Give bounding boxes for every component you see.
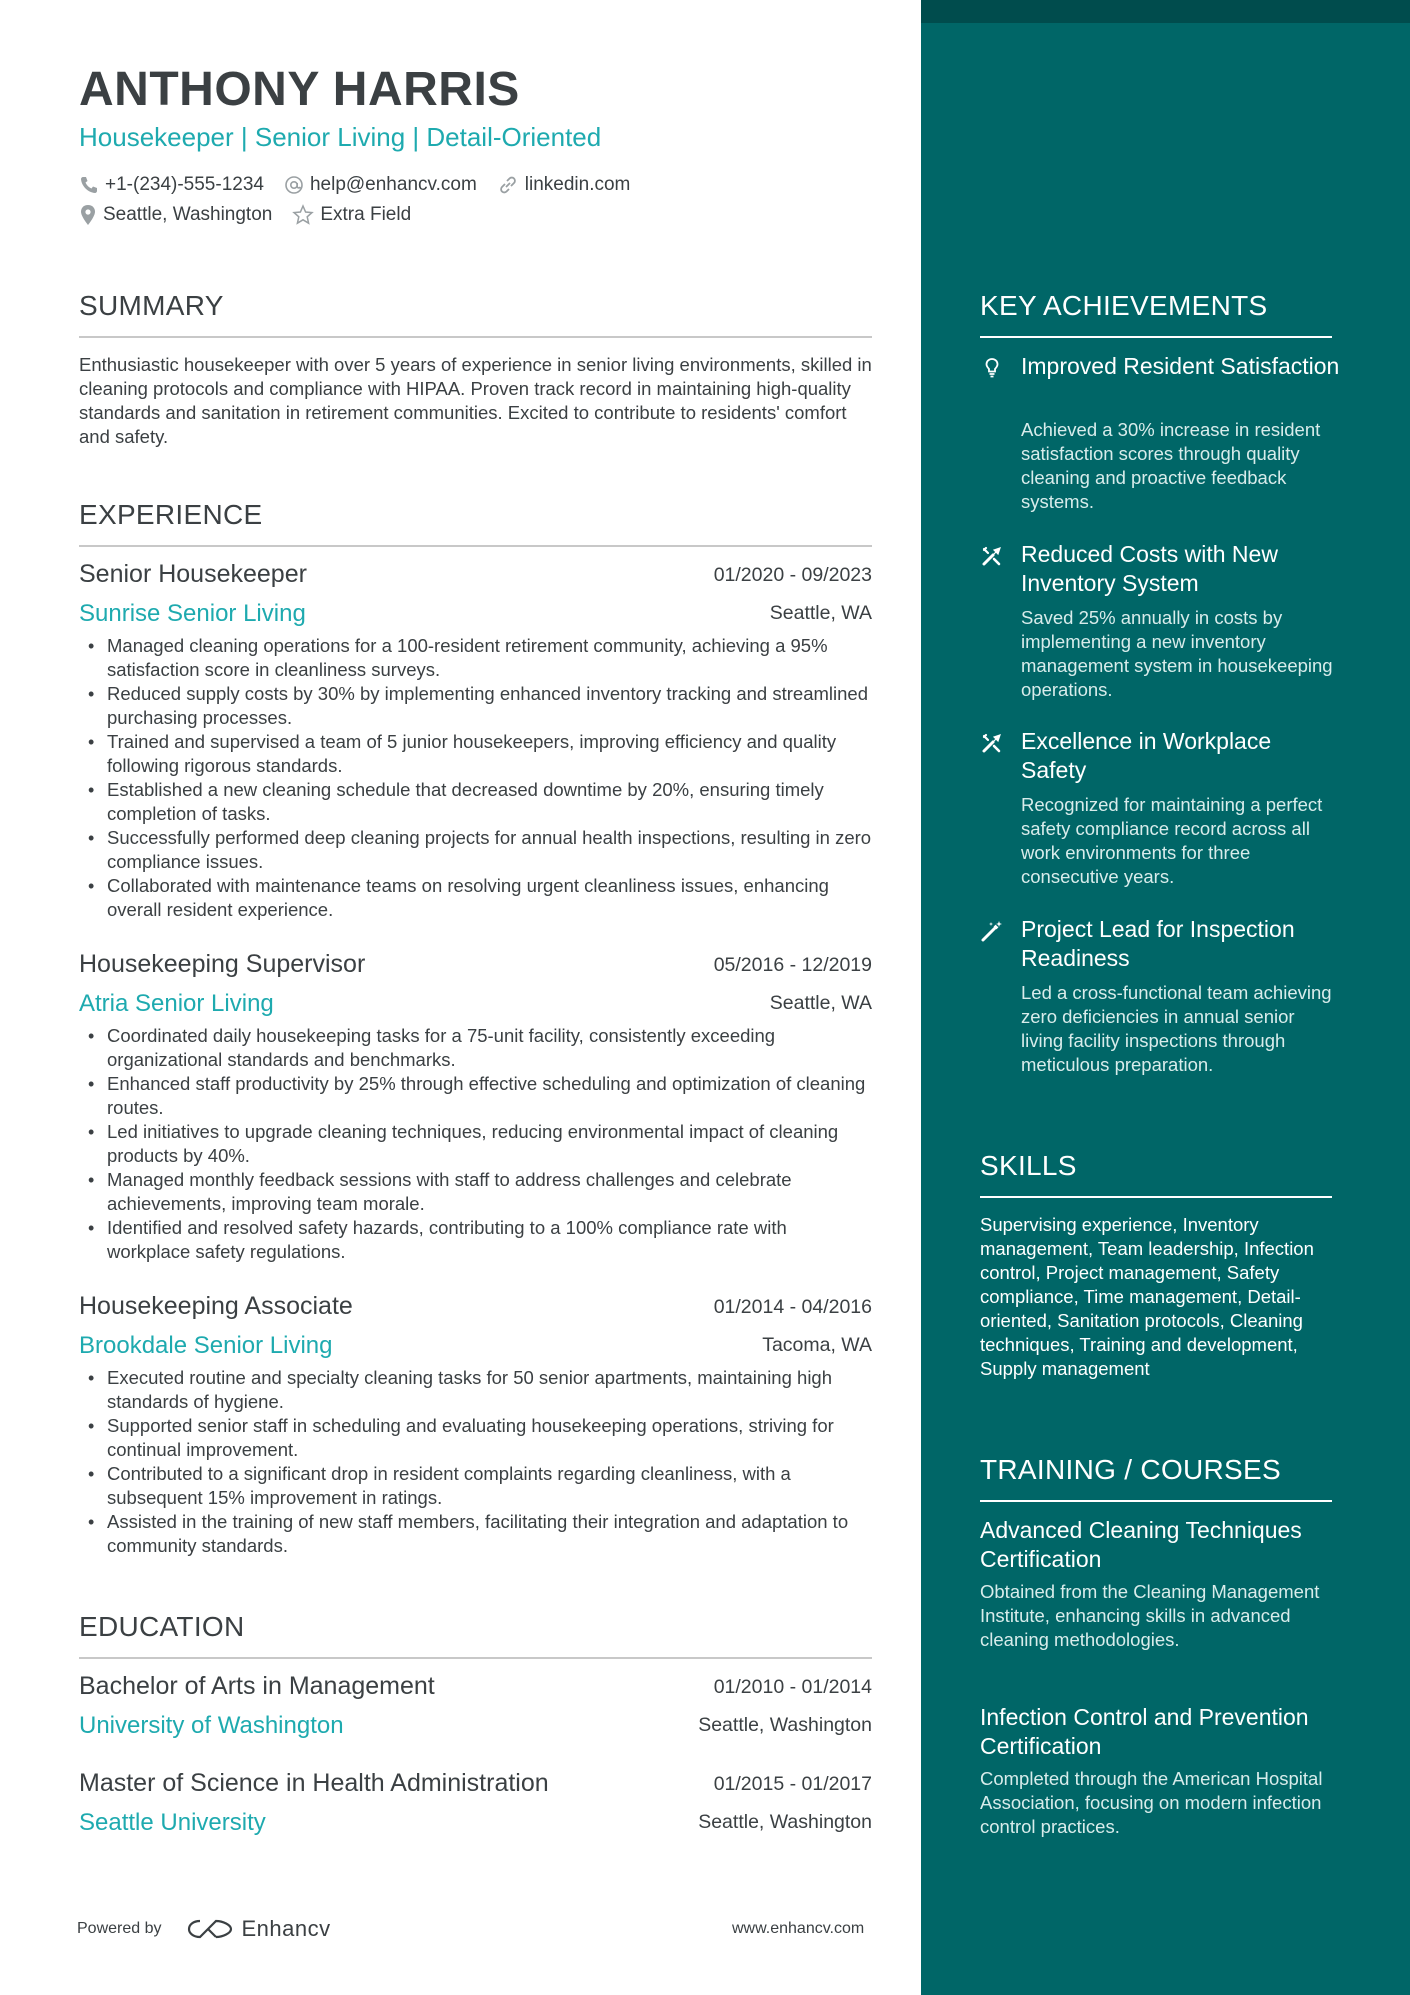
contact-row-2 [79,204,431,226]
star-icon [292,204,314,226]
education-dates: 01/2015 - 01/2017 [713,1773,872,1795]
job-bullet: • Managed cleaning operations for a 100-resident retirement community, achieving a 95% satisfaction score in cleanliness surveys. [79,634,872,682]
education-degree: Master of Science in Health Administration [79,1769,549,1797]
job-bullet: • Identified and resolved safety hazards, contributing to a 100% compliance rate with workplace safety regulations. [79,1216,872,1264]
achievement-item [980,540,1340,710]
footer-branding [77,1916,331,1942]
achievement-description: Led a cross-functional team achieving zero deficiencies in annual senior living facility inspections through meticulous preparation. [1021,982,1332,1075]
job-location: Seattle, WA [769,602,872,624]
job-bullet: • Contributed to a significant drop in resident complaints regarding cleanliness, with a subsequent 15% improvement in ratings. [79,1462,872,1510]
powered-by-label: Powered by [77,1920,162,1937]
course-description: Completed through the American Hospital Association, focusing on modern infection control practices. [980,1768,1323,1837]
job-location: Tacoma, WA [762,1334,872,1356]
job-entry [79,950,872,1270]
experience-heading: EXPERIENCE [79,499,263,530]
job-bullet: • Established a new cleaning schedule that decreased downtime by 20%, ensuring timely completion of tasks. [79,778,872,826]
job-dates: 05/2016 - 12/2019 [713,954,872,976]
course-description: Obtained from the Cleaning Management Institute, enhancing skills in advanced cleaning methodologies. [980,1581,1320,1650]
achievement-description: Achieved a 30% increase in resident satisfaction scores through quality cleaning and proactive feedback systems. [1021,419,1321,512]
job-dates: 01/2014 - 04/2016 [713,1296,872,1318]
achievement-item [980,727,1340,897]
at-icon [284,175,304,195]
link-contact[interactable] [497,174,631,196]
magic-wand-icon [980,919,1004,943]
job-title: Housekeeping Associate [79,1292,353,1320]
job-company: Brookdale Senior Living [79,1332,333,1359]
education-divider [79,1657,872,1659]
link-icon [497,175,519,195]
education-degree: Bachelor of Arts in Management [79,1672,435,1700]
achievements-heading: KEY ACHIEVEMENTS [980,290,1268,321]
summary-heading: SUMMARY [79,290,224,321]
education-location: Seattle, Washington [698,1811,872,1833]
achievement-item [980,915,1340,1115]
sidebar-top-band [921,0,1410,23]
job-entry [79,1292,872,1572]
location-text: Seattle, Washington [103,204,273,225]
location-pin-icon [79,204,97,226]
candidate-tagline: Housekeeper | Senior Living | Detail-Oriented [79,122,602,152]
achievement-title: Project Lead for Inspection Readiness [1021,916,1295,971]
achievements-divider [980,336,1332,338]
candidate-name: ANTHONY HARRIS [79,63,520,116]
job-company: Atria Senior Living [79,990,274,1017]
job-bullet: • Coordinated daily housekeeping tasks for a 75-unit facility, consistently exceeding organizational standards and benchmarks. [79,1024,872,1072]
achievement-title: Excellence in Workplace Safety [1021,728,1272,783]
course-item [980,1516,1340,1652]
courses-heading: TRAINING / COURSES [980,1454,1281,1485]
job-bullet: • Enhanced staff productivity by 25% through effective scheduling and optimization of cleaning routes. [79,1072,872,1120]
courses-divider [980,1500,1332,1502]
job-title: Senior Housekeeper [79,560,307,588]
enhancv-logo-icon [186,1916,234,1942]
job-bullet: • Executed routine and specialty cleaning tasks for 50 senior apartments, maintaining high standards of hygiene. [79,1366,872,1414]
education-heading: EDUCATION [79,1611,245,1642]
course-item [980,1703,1340,1839]
skills-list: Supervising experience, Inventory management, Team leadership, Infection control, Project management, Safety compliance, Time management, Detail-oriented, Sanitation protocols, Cleaning techniques, Training and development, Supply management [980,1214,1314,1379]
job-bullet: • Collaborated with maintenance teams on resolving urgent cleanliness issues, enhancing overall resident experience. [79,874,872,922]
summary-divider [79,336,872,338]
job-dates: 01/2020 - 09/2023 [713,564,872,586]
experience-divider [79,545,872,547]
location-contact [79,204,272,226]
job-bullet: • Led initiatives to upgrade cleaning techniques, reducing environmental impact of cleaning products by 40%. [79,1120,872,1168]
education-entry [79,1672,872,1752]
phone-contact [79,174,264,196]
achievement-description: Recognized for maintaining a perfect safety compliance record across all work environments for three consecutive years. [1021,794,1323,887]
link-text[interactable]: linkedin.com [524,174,631,195]
enhancv-brand: Enhancv [241,1916,331,1941]
job-bullet: • Managed monthly feedback sessions with staff to address challenges and celebrate achievements, improving team morale. [79,1168,872,1216]
tools-icon [980,544,1004,568]
skills-heading: SKILLS [980,1150,1077,1181]
education-dates: 01/2010 - 01/2014 [713,1676,872,1698]
achievement-description: Saved 25% annually in costs by implementing a new inventory management system in housekeeping operations. [1021,607,1333,700]
job-bullet: • Successfully performed deep cleaning projects for annual health inspections, resulting in zero compliance issues. [79,826,872,874]
phone-icon [79,175,99,195]
phone-text: +1-(234)-555-1234 [105,174,264,195]
extra-contact [292,204,411,226]
tools-icon [980,731,1004,755]
education-entry [79,1769,872,1849]
sidebar [921,0,1410,1995]
achievement-item [980,352,1340,522]
footer-url[interactable]: www.enhancv.com [732,1920,865,1937]
job-bullet: • Assisted in the training of new staff members, facilitating their integration and adaptation to community standards. [79,1510,872,1558]
job-location: Seattle, WA [769,992,872,1014]
contact-row-1 [79,174,650,196]
job-bullets [79,634,872,922]
extra-text: Extra Field [320,204,412,225]
education-location: Seattle, Washington [698,1714,872,1736]
job-title: Housekeeping Supervisor [79,950,366,978]
summary-text: Enthusiastic housekeeper with over 5 years of experience in senior living environments, skilled in cleaning protocols and compliance with HIPAA. Proven track record in maintaining high-quality standards and sanitation in retirement communities. Excited to contribute to residents' comfort and safety. [79,354,872,447]
job-company: Sunrise Senior Living [79,600,306,627]
job-bullets [79,1024,872,1264]
job-bullets [79,1366,872,1558]
email-text[interactable]: help@enhancv.com [309,174,477,195]
job-bullet: • Trained and supervised a team of 5 junior housekeepers, improving efficiency and quality following rigorous standards. [79,730,872,778]
lightbulb-icon [980,356,1004,380]
job-bullet: • Supported senior staff in scheduling and evaluating housekeeping operations, striving for continual improvement. [79,1414,872,1462]
education-school: Seattle University [79,1809,266,1836]
job-bullet: • Reduced supply costs by 30% by implementing enhanced inventory tracking and streamlined purchasing processes. [79,682,872,730]
skills-divider [980,1196,1332,1198]
job-entry [79,560,872,930]
achievement-title: Reduced Costs with New Inventory System [1021,541,1278,596]
achievement-title: Improved Resident Satisfaction [1021,353,1340,379]
course-title: Advanced Cleaning Techniques Certification [980,1517,1302,1572]
email-contact[interactable] [284,174,477,196]
course-title: Infection Control and Prevention Certification [980,1704,1309,1759]
education-school: University of Washington [79,1712,344,1739]
